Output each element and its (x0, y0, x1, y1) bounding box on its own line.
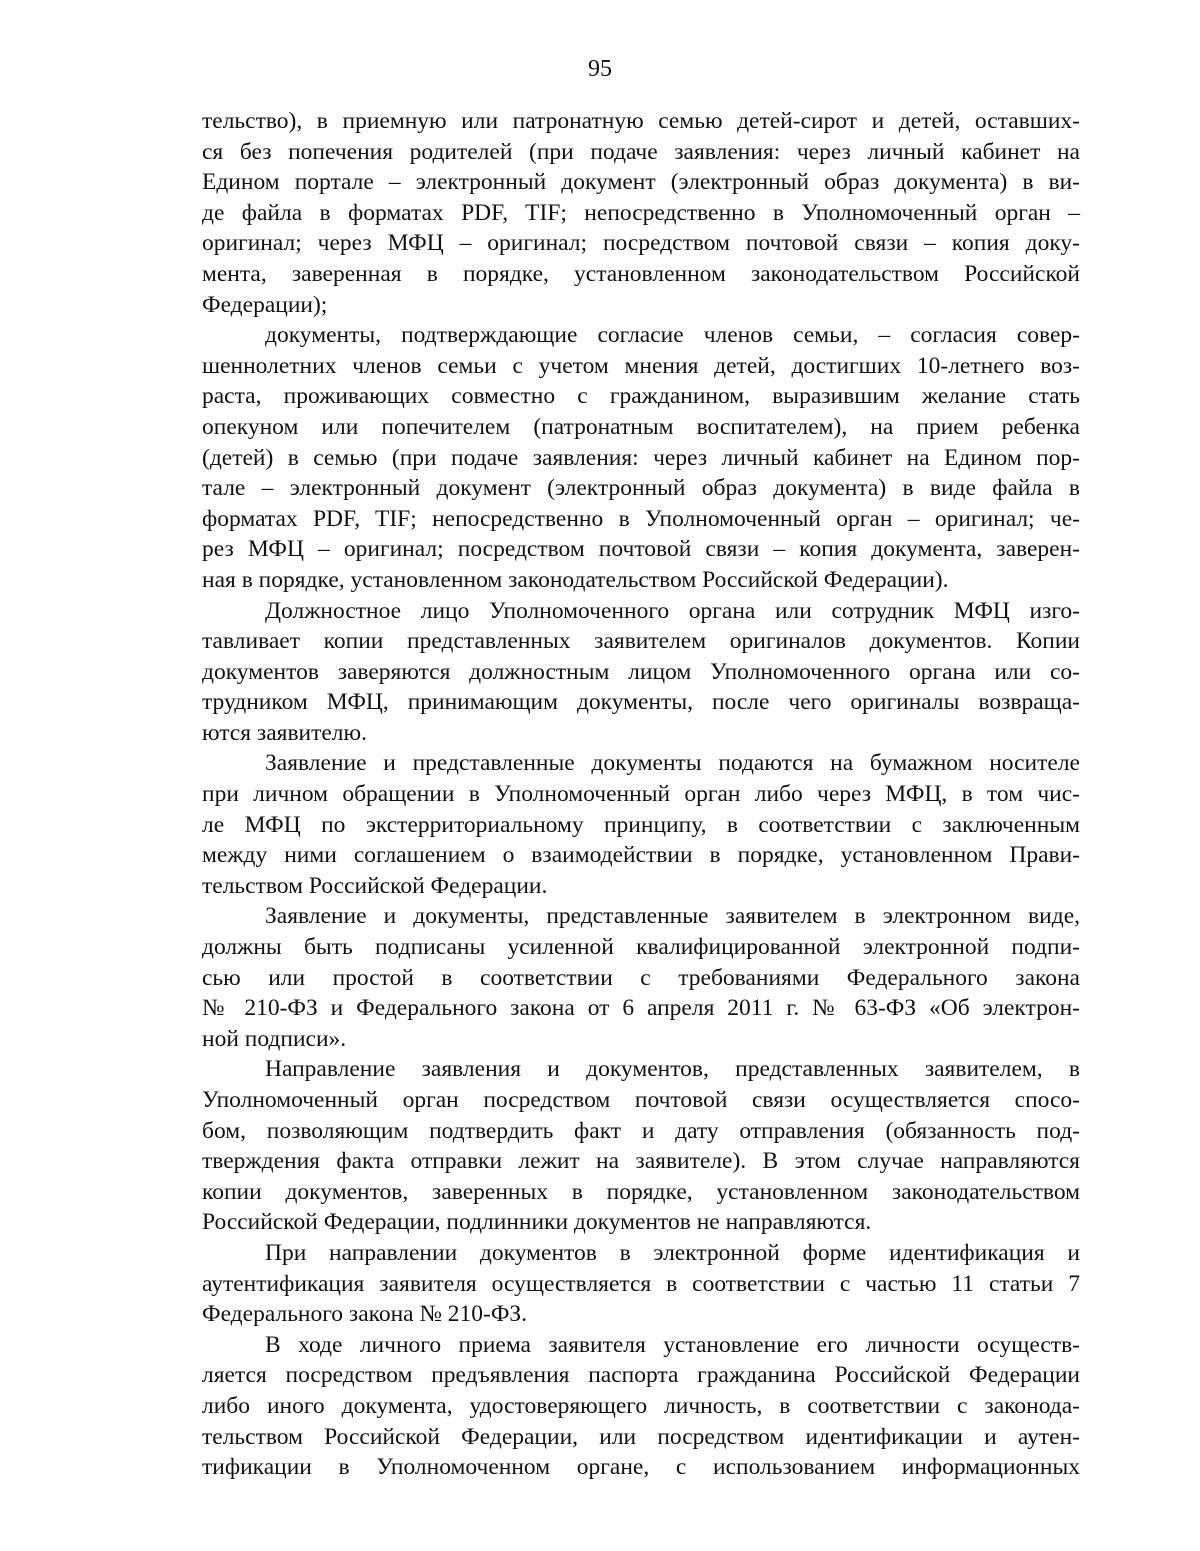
body-text (202, 106, 1080, 1483)
text-line: оригинал; через МФЦ – оригинал; посредством почтовой связи – копия доку- (202, 230, 1080, 257)
text-line: тификации в Уполномоченном органе, с использованием информационных (202, 1454, 1080, 1481)
text-line: № 210-ФЗ и Федерального закона от 6 апреля 2011 г. № 63-ФЗ «Об электрон- (202, 995, 1080, 1022)
text-line: тельство), в приемную или патронатную семью детей-сирот и детей, оставших- (202, 108, 1080, 134)
text-line: тале – электронный документ (электронный образ документа) в виде файла в (202, 475, 1080, 502)
text-line: мента, заверенная в порядке, установленном законодательством Российской (202, 260, 1080, 287)
paragraph (202, 1330, 1080, 1483)
text-line: Уполномоченный орган посредством почтовой связи осуществляется спосо- (202, 1087, 1080, 1113)
text-line: шеннолетних членов семьи с учетом мнения детей, достигших 10-летнего воз- (202, 352, 1080, 379)
text-line: ются заявителю. (202, 719, 367, 746)
text-line: Федерального закона № 210-ФЗ. (202, 1301, 528, 1328)
page-number: 95 (588, 56, 612, 82)
text-line: тавливает копии представленных заявителем оригиналов документов. Копии (202, 628, 1080, 655)
text-line: ляется посредством предъявления паспорта гражданина Российской Федерации (202, 1362, 1080, 1389)
text-line: Заявление и представленные документы подаются на бумажном носителе (265, 750, 1080, 777)
text-line: аутентификация заявителя осуществляется в соответствии с частью 11 статьи 7 (202, 1270, 1080, 1297)
text-line: между ними соглашением о взаимодействии в порядке, установленном Прави- (202, 842, 1080, 869)
text-line: (детей) в семью (при подаче заявления: через личный кабинет на Едином пор- (202, 444, 1080, 471)
text-line: тельством Российской Федерации, или посредством идентификации и аутен- (202, 1423, 1080, 1450)
text-line: Российской Федерации, подлинники документов не направляются. (202, 1209, 872, 1236)
paragraph (202, 320, 1080, 595)
text-line: должны быть подписаны усиленной квалифицированной электронной подпи- (202, 934, 1080, 961)
text-line: либо иного документа, удостоверяющего личность, в соответствии с законода- (202, 1392, 1080, 1419)
text-line: копии документов, заверенных в порядке, установленном законодательством (202, 1178, 1080, 1205)
text-line: при личном обращении в Уполномоченный орган либо через МФЦ, в том чис- (202, 781, 1080, 808)
text-line: документов заверяются должностным лицом Уполномоченного органа или со- (202, 658, 1080, 685)
text-line: бом, позволяющим подтвердить факт и дату отправления (обязанность под- (202, 1117, 1080, 1144)
text-line: Заявление и документы, представленные заявителем в электронном виде, (265, 903, 1080, 930)
paragraph (202, 1054, 1080, 1238)
text-line: В ходе личного приема заявителя установление его личности осуществ- (265, 1331, 1080, 1358)
text-line: тельством Российской Федерации. (202, 872, 548, 899)
text-line: опекуном или попечителем (патронатным воспитателем), на прием ребенка (202, 413, 1080, 440)
text-line: раста, проживающих совместно с гражданином, выразившим желание стать (202, 383, 1080, 410)
text-line: ся без попечения родителей (при подаче заявления: через личный кабинет на (202, 138, 1080, 165)
paragraph (202, 748, 1080, 901)
paragraph (202, 596, 1080, 749)
text-line: ле МФЦ по экстерриториальному принципу, в соответствии с заключенным (202, 811, 1080, 838)
text-line: Должностное лицо Уполномоченного органа или сотрудник МФЦ изго- (265, 597, 1080, 624)
paragraph (202, 106, 1080, 320)
text-line: Едином портале – электронный документ (электронный образ документа) в ви- (202, 169, 1080, 196)
paragraph (202, 901, 1080, 1054)
text-line: де файла в форматах PDF, TIF; непосредственно в Уполномоченный орган – (202, 199, 1080, 226)
text-line: рез МФЦ – оригинал; посредством почтовой связи – копия документа, заверен- (202, 536, 1080, 563)
text-line: Федерации); (202, 291, 328, 318)
text-line: форматах PDF, TIF; непосредственно в Уполномоченный орган – оригинал; че- (202, 505, 1080, 532)
text-line: документы, подтверждающие согласие членов семьи, – согласия совер- (265, 322, 1080, 349)
text-line: сью или простой в соответствии с требованиями Федерального закона (202, 964, 1080, 991)
text-line: ная в порядке, установленном законодательством Российской Федерации). (202, 566, 949, 593)
text-line: ной подписи». (202, 1025, 347, 1052)
paragraph (202, 1238, 1080, 1330)
text-line: трудником МФЦ, принимающим документы, после чего оригиналы возвраща- (202, 689, 1080, 716)
text-line: тверждения факта отправки лежит на заявителе). В этом случае направляются (202, 1148, 1080, 1175)
text-line: Направление заявления и документов, представленных заявителем, в (265, 1056, 1080, 1083)
text-line: При направлении документов в электронной форме идентификация и (265, 1239, 1080, 1266)
